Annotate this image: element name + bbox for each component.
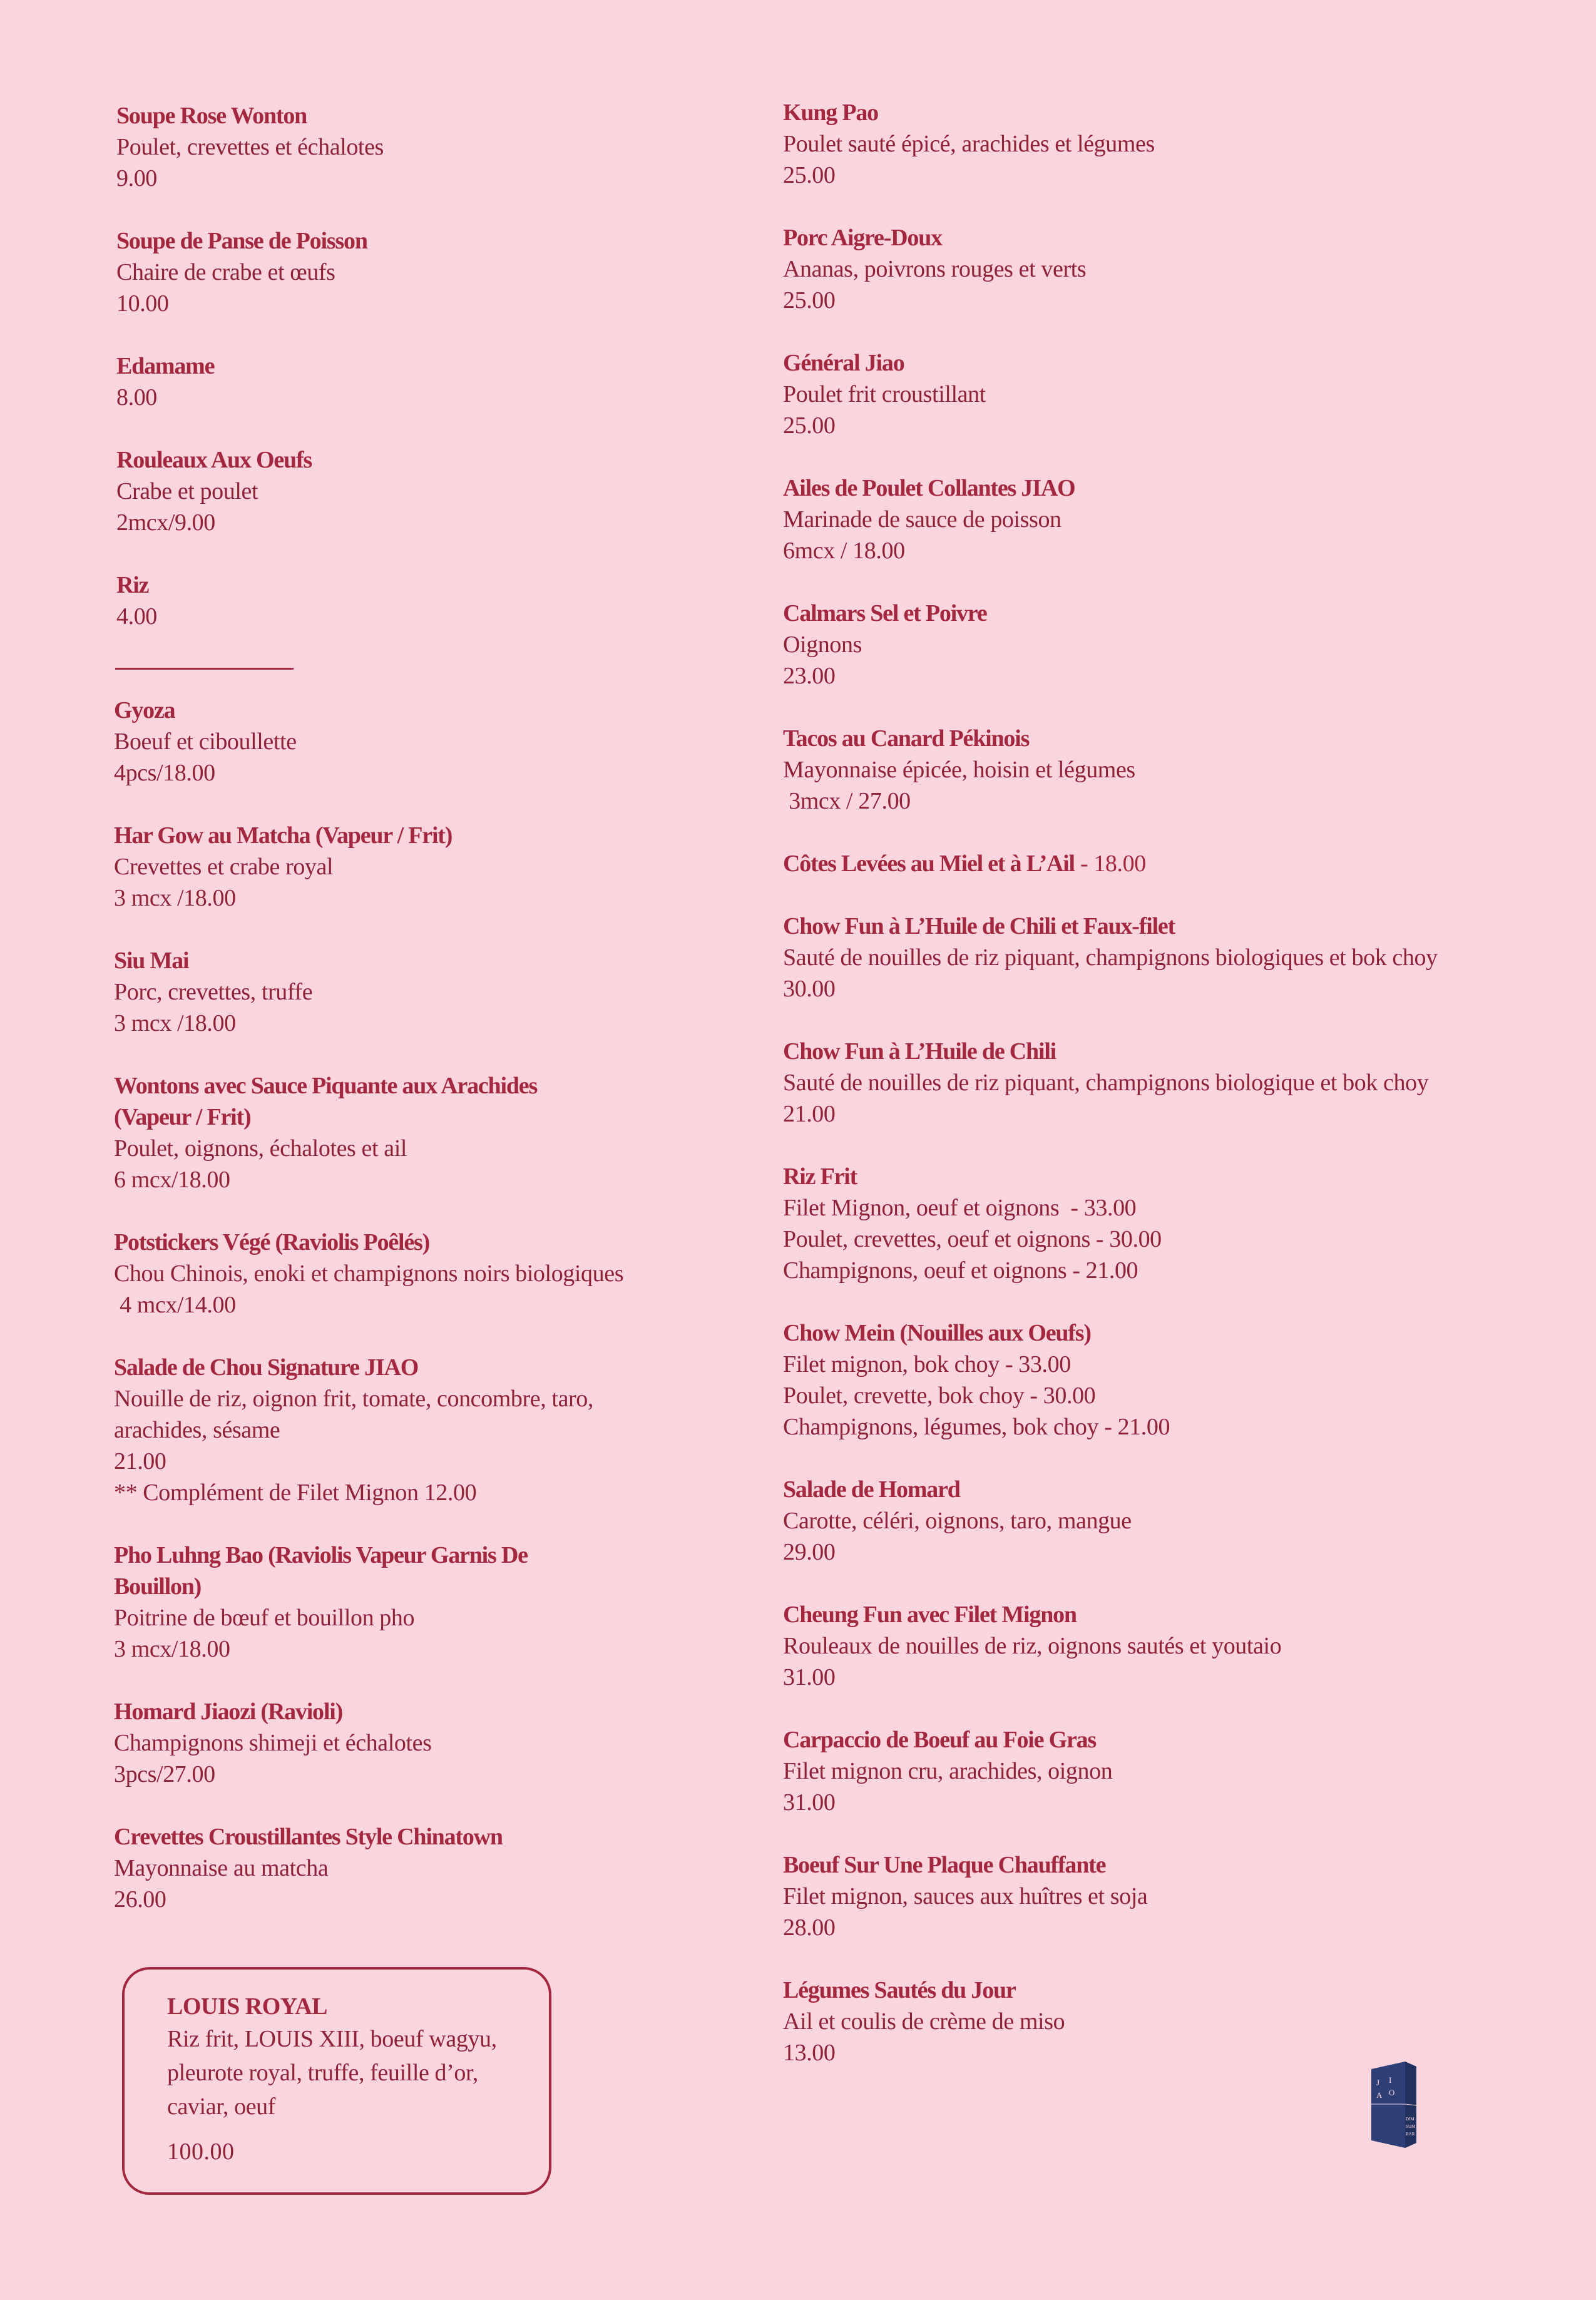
menu-item-detail: Sauté de nouilles de riz piquant, champignons biologique et bok choy — [783, 1070, 1429, 1096]
menu-item-detail: 25.00 — [783, 162, 836, 188]
menu-item-detail: 3pcs/27.00 — [114, 1761, 215, 1787]
menu-item-name-text: Tacos au Canard Pékinois — [783, 725, 1030, 752]
menu-item-name-text: Chow Mein (Nouilles aux Oeufs) — [783, 1320, 1091, 1346]
menu-item — [783, 1474, 1547, 1568]
menu-item-name — [114, 695, 690, 726]
menu-item-name-text: Chow Fun à L’Huile de Chili — [783, 1038, 1056, 1065]
menu-item — [114, 945, 690, 1039]
menu-item-detail: 3 mcx/18.00 — [114, 1636, 230, 1662]
menu-item-name-text: Carpaccio de Boeuf au Foie Gras — [783, 1727, 1097, 1753]
menu-item-detail: 3 mcx /18.00 — [114, 1010, 236, 1036]
royal-price: 100.00 — [167, 2139, 235, 2165]
menu-item-name — [114, 945, 690, 976]
menu-item-detail: 2mcx/9.00 — [116, 509, 215, 536]
menu-item — [783, 1599, 1547, 1693]
menu-item-name-text: Chow Fun à L’Huile de Chili et Faux-filet — [783, 913, 1175, 939]
menu-item — [114, 1821, 690, 1915]
menu-item-detail: Sauté de nouilles de riz piquant, champignons biologiques et bok choy — [783, 944, 1438, 971]
menu-item-detail: 10.00 — [116, 290, 169, 317]
menu-item-detail: 8.00 — [116, 384, 157, 411]
menu-item-detail: 31.00 — [783, 1664, 836, 1690]
menu-item-detail: Filet Mignon, oeuf et oignons - 33.00 — [783, 1195, 1137, 1221]
menu-item — [116, 350, 692, 413]
menu-item-detail: arachides, sésame — [114, 1417, 280, 1443]
logo-letter: I — [1389, 2075, 1392, 2085]
menu-item-name-text: Riz Frit — [783, 1163, 857, 1190]
menu-item — [783, 1975, 1547, 2068]
menu-item-name-text: Rouleaux Aux Oeufs — [116, 447, 312, 473]
royal-description-line: caviar, oeuf — [167, 2093, 276, 2120]
logo-side-letters: SUM — [1406, 2124, 1416, 2129]
menu-item-detail: 6 mcx/18.00 — [114, 1167, 230, 1193]
menu-item-name-text: Calmars Sel et Poivre — [783, 600, 987, 626]
menu-item-detail: Carotte, céléri, oignons, taro, mangue — [783, 1508, 1132, 1534]
menu-item-detail: Nouille de riz, oignon frit, tomate, concombre, taro, — [114, 1386, 594, 1412]
menu-item-detail: Crabe et poulet — [116, 478, 258, 504]
menu-item-detail: Crevettes et crabe royal — [114, 854, 334, 880]
menu-item-name-cont: Bouillon) — [114, 1573, 202, 1600]
menu-item-name-text: Boeuf Sur Une Plaque Chauffante — [783, 1852, 1106, 1878]
menu-item-name-text: Légumes Sautés du Jour — [783, 1977, 1016, 2003]
menu-item-name — [783, 1036, 1547, 1067]
menu-item-name-text: Soupe de Panse de Poisson — [116, 228, 367, 254]
menu-item-detail: 9.00 — [116, 165, 157, 192]
menu-item — [114, 1352, 690, 1508]
jiao-logo — [1368, 2060, 1421, 2148]
menu-item-detail: Poulet, crevette, bok choy - 30.00 — [783, 1383, 1096, 1409]
menu-item-detail: Oignons — [783, 631, 862, 658]
menu-item-detail: 13.00 — [783, 2040, 836, 2066]
menu-item — [783, 1849, 1547, 1943]
menu-item — [783, 97, 1547, 191]
menu-item-name — [783, 97, 1547, 128]
menu-item-price: - 18.00 — [1074, 851, 1146, 877]
menu-item-detail: 25.00 — [783, 287, 836, 314]
menu-item-detail: Marinade de sauce de poisson — [783, 506, 1061, 533]
menu-item-name-text: Salade de Chou Signature JIAO — [114, 1354, 419, 1381]
menu-item-detail: Mayonnaise au matcha — [114, 1855, 329, 1881]
menu-item — [783, 222, 1547, 316]
menu-item — [114, 1227, 690, 1321]
menu-item-name-text: Général Jiao — [783, 350, 904, 376]
menu-item-name — [116, 350, 692, 382]
menu-item-name-text: Edamame — [116, 353, 215, 379]
menu-item-detail: Boeuf et ciboullette — [114, 728, 297, 755]
menu-item-name — [114, 1070, 690, 1101]
menu-item-name-text: Porc Aigre-Doux — [783, 225, 942, 251]
menu-item-name — [116, 444, 692, 476]
menu-item-name-text: Cheung Fun avec Filet Mignon — [783, 1602, 1077, 1628]
menu-item-name-text: Homard Jiaozi (Ravioli) — [114, 1699, 343, 1725]
menu-item-detail: 3 mcx /18.00 — [114, 885, 236, 911]
menu-item-name — [783, 1599, 1547, 1630]
menu-item-name — [114, 1696, 690, 1727]
menu-item-detail: 6mcx / 18.00 — [783, 538, 905, 564]
menu-item-name-cont: (Vapeur / Frit) — [114, 1104, 251, 1130]
menu-item-name — [116, 100, 692, 131]
menu-item-name-text: Salade de Homard — [783, 1476, 960, 1503]
menu-item-detail: Poulet, crevettes et échalotes — [116, 134, 384, 160]
menu-item-name — [116, 570, 692, 601]
menu-item-detail: Filet mignon cru, arachides, oignon — [783, 1758, 1113, 1784]
menu-item-name-text: Crevettes Croustillantes Style Chinatown — [114, 1824, 503, 1850]
menu-item — [114, 820, 690, 914]
menu-item-name — [783, 222, 1547, 253]
menu-item — [114, 695, 690, 789]
menu-item — [116, 444, 692, 538]
menu-item-detail: 4pcs/18.00 — [114, 760, 215, 786]
menu-item-detail: Poulet sauté épicé, arachides et légumes — [783, 131, 1155, 157]
menu-item-name-text: Pho Luhng Bao (Raviolis Vapeur Garnis De — [114, 1542, 528, 1568]
menu-item-detail: 23.00 — [783, 663, 836, 689]
menu-item-name — [783, 848, 1547, 879]
menu-item-detail: Champignons shimeji et échalotes — [114, 1730, 432, 1756]
logo-letter: O — [1389, 2088, 1395, 2097]
menu-item-name — [783, 598, 1547, 629]
menu-item-detail: 29.00 — [783, 1539, 836, 1565]
menu-item-detail: Rouleaux de nouilles de riz, oignons sautés et youtaio — [783, 1633, 1282, 1659]
menu-item-detail: 25.00 — [783, 412, 836, 439]
menu-item-detail: 4 mcx/14.00 — [114, 1292, 236, 1318]
menu-item-name — [114, 1821, 690, 1853]
menu-item — [116, 570, 692, 632]
menu-item-detail: 26.00 — [114, 1886, 166, 1913]
royal-description-line: Riz frit, LOUIS XIII, boeuf wagyu, — [167, 2026, 497, 2052]
menu-item-name — [114, 1540, 690, 1571]
menu-item-detail: Mayonnaise épicée, hoisin et légumes — [783, 757, 1135, 783]
menu-item-name — [783, 347, 1547, 379]
menu-item-detail: 31.00 — [783, 1789, 836, 1816]
menu-item — [783, 598, 1547, 692]
menu-item — [116, 225, 692, 319]
menu-item-detail: Champignons, oeuf et oignons - 21.00 — [783, 1257, 1138, 1284]
menu-item — [114, 1540, 690, 1665]
menu-item-detail: Champignons, légumes, bok choy - 21.00 — [783, 1414, 1170, 1440]
menu-item-detail: Chou Chinois, enoki et champignons noirs biologiques — [114, 1260, 624, 1287]
menu-item-name — [114, 820, 690, 851]
menu-item-name — [114, 1352, 690, 1383]
royal-item-name: LOUIS ROYAL — [167, 1993, 328, 2020]
menu-item-name-text: Gyoza — [114, 697, 175, 723]
menu-item-detail: Ananas, poivrons rouges et verts — [783, 256, 1087, 282]
menu-item-name — [783, 1161, 1547, 1192]
royal-description-line: pleurote royal, truffe, feuille d’or, — [167, 2060, 478, 2086]
menu-item-name — [114, 1227, 690, 1258]
logo-side-letters: DIM — [1406, 2117, 1414, 2122]
logo-letter: J — [1376, 2078, 1380, 2087]
menu-item — [783, 911, 1547, 1004]
menu-item — [783, 1036, 1547, 1130]
menu-item-name — [783, 1724, 1547, 1756]
menu-item — [783, 723, 1547, 817]
menu-item-detail: ** Complément de Filet Mignon 12.00 — [114, 1480, 477, 1506]
menu-item-name-text: Riz — [116, 572, 149, 598]
menu-item-detail: Poulet, crevettes, oeuf et oignons - 30.00 — [783, 1226, 1162, 1252]
menu-item-name — [783, 911, 1547, 942]
menu-item-name-text: Côtes Levées au Miel et à L’Ail — [783, 851, 1075, 877]
menu-item-detail: 30.00 — [783, 976, 836, 1002]
menu-item — [783, 473, 1547, 566]
menu-item-detail: Chaire de crabe et œufs — [116, 259, 335, 285]
menu-item-name — [116, 225, 692, 257]
menu-item — [783, 347, 1547, 441]
menu-item-name-text: Soupe Rose Wonton — [116, 103, 307, 129]
louis-royal-box — [122, 1967, 551, 2195]
menu-item-name-text: Ailes de Poulet Collantes JIAO — [783, 475, 1075, 501]
menu-item-detail: Porc, crevettes, truffe — [114, 979, 313, 1005]
menu-item-detail: 4.00 — [116, 603, 157, 630]
menu-item — [114, 1070, 690, 1195]
menu-item-detail: Poitrine de bœuf et bouillon pho — [114, 1605, 415, 1631]
menu-item-detail: Ail et coulis de crème de miso — [783, 2008, 1065, 2035]
menu-item-name-text: Potstickers Végé (Raviolis Poêlés) — [114, 1229, 430, 1255]
logo-side-letters: BAR — [1406, 2132, 1415, 2137]
menu-item — [783, 1317, 1547, 1443]
menu-item — [783, 848, 1547, 879]
menu-item-name-text: Kung Pao — [783, 100, 878, 126]
menu-item-detail: Poulet frit croustillant — [783, 381, 986, 407]
menu-item — [116, 100, 692, 194]
menu-item — [114, 1696, 690, 1790]
menu-item-detail: 21.00 — [114, 1448, 166, 1475]
menu-item-name-text: Siu Mai — [114, 948, 189, 974]
menu-item-detail: 21.00 — [783, 1101, 836, 1127]
logo-letter: A — [1376, 2090, 1383, 2100]
menu-item-name-text: Har Gow au Matcha (Vapeur / Frit) — [114, 822, 453, 849]
section-divider — [115, 668, 294, 670]
menu-item-detail: Poulet, oignons, échalotes et ail — [114, 1135, 407, 1162]
menu-item-name — [783, 1849, 1547, 1881]
menu-item-name — [783, 473, 1547, 504]
menu-item-detail: 3mcx / 27.00 — [783, 788, 911, 814]
menu-item-name — [783, 1474, 1547, 1505]
menu-item-name — [783, 723, 1547, 754]
menu-item-detail: Filet mignon, bok choy - 33.00 — [783, 1351, 1071, 1377]
menu-item-name — [783, 1975, 1547, 2006]
menu-item — [783, 1724, 1547, 1818]
menu-item-detail: 28.00 — [783, 1914, 836, 1941]
menu-item-name-text: Wontons avec Sauce Piquante aux Arachides — [114, 1073, 538, 1099]
menu-item-name — [783, 1317, 1547, 1349]
menu-item — [783, 1161, 1547, 1286]
menu-item-detail: Filet mignon, sauces aux huîtres et soja — [783, 1883, 1148, 1909]
